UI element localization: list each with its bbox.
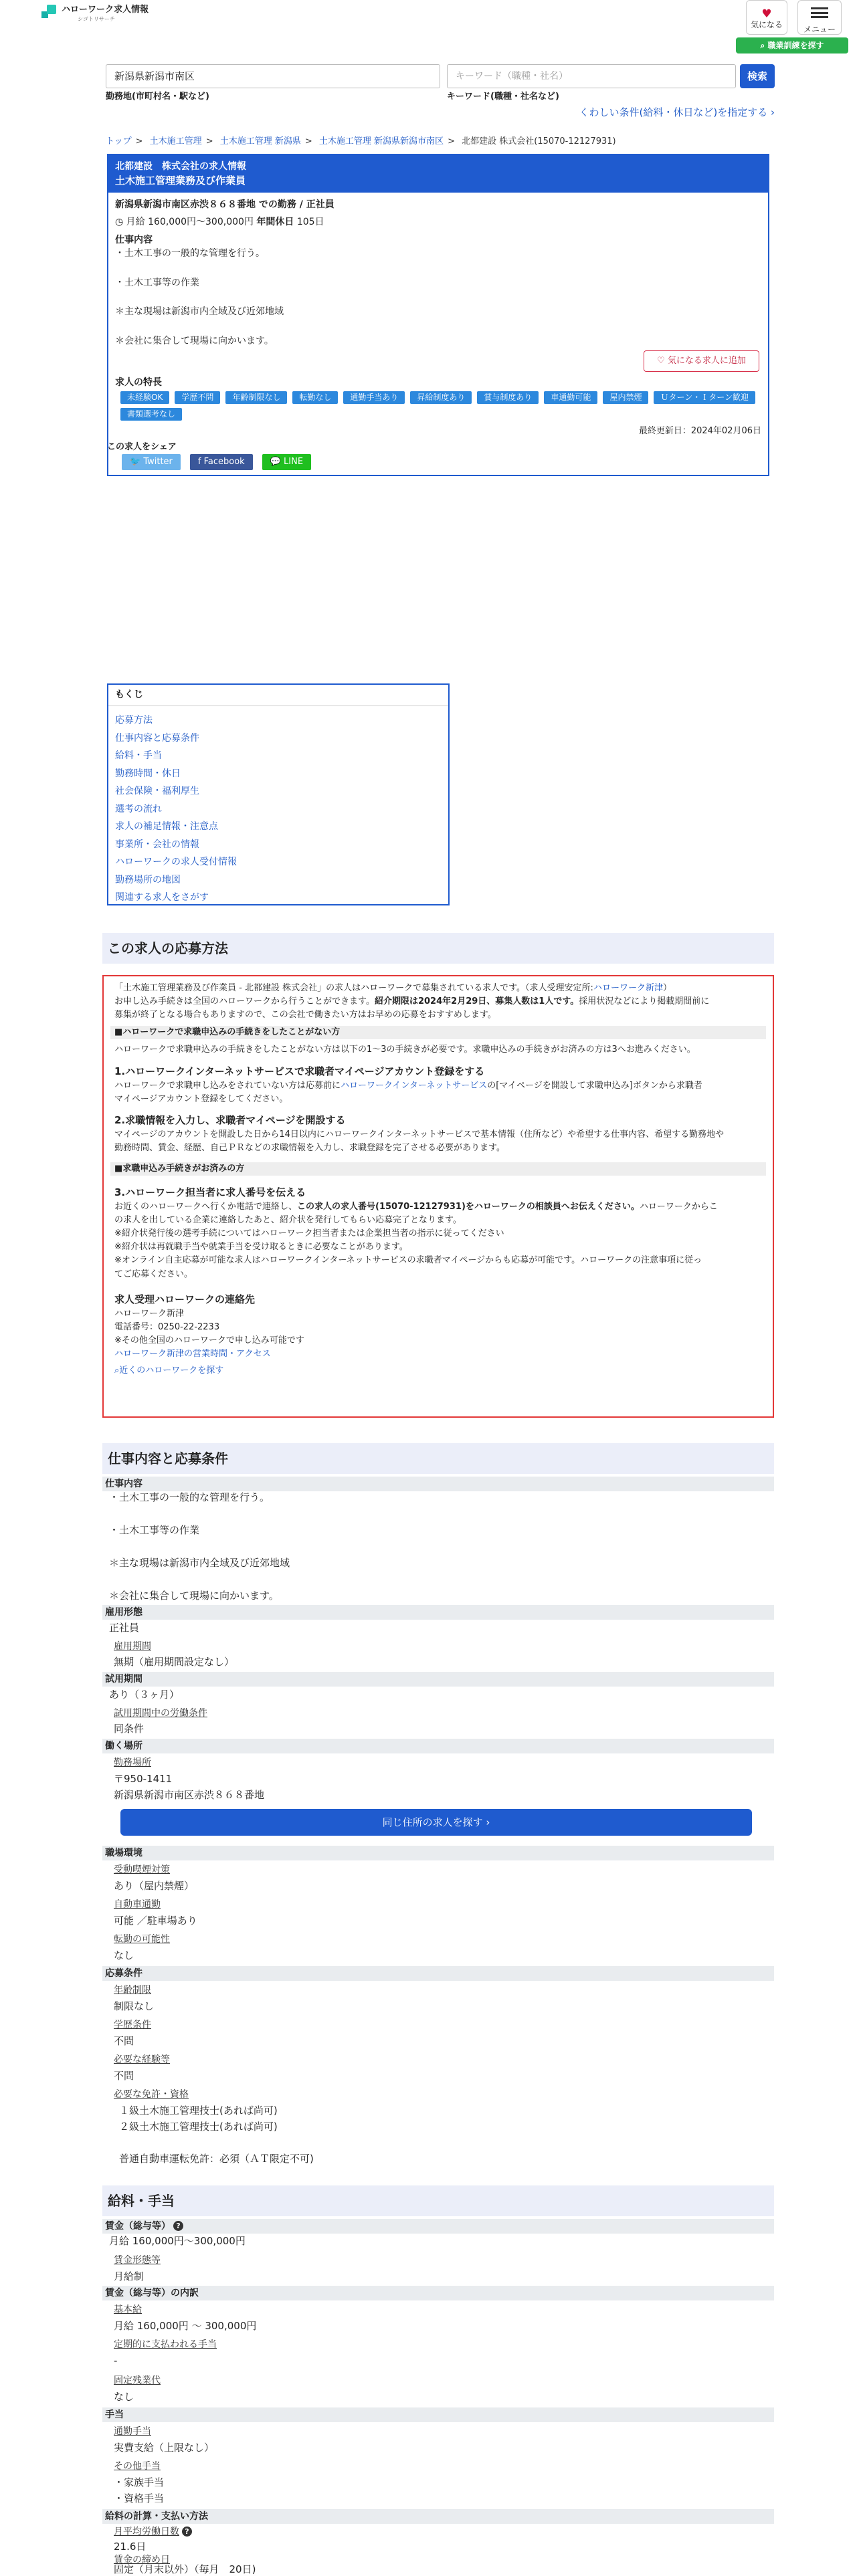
workplace-address: 新潟県新潟市南区赤渋８６８番地 — [114, 1789, 265, 1801]
step1-title: 1.ハローワークインターネットサービスで求職者マイページアカウント登録をする — [114, 1065, 485, 1077]
first-time-bar: ■ハローワークで求職申込みの手続きをしたことがない方 — [110, 1026, 766, 1039]
fixed-overtime-label: 固定残業代 — [114, 2375, 161, 2386]
hellowork-niitsu-link[interactable]: ハローワーク新津 — [593, 983, 663, 993]
section-apply-heading: この求人の応募方法 — [102, 933, 774, 964]
detail-conditions-label: くわしい条件(給料・休日など)を指定する — [579, 106, 768, 118]
commute-allowance-label: 通勤手当 — [114, 2426, 151, 2437]
search-icon: ⌕ — [114, 1365, 120, 1376]
condition-desc-line: ・土木工事等の作業 — [109, 1524, 200, 1536]
tags-label: 求人の特長 — [115, 377, 162, 388]
employment-type-value: 正社員 — [109, 1622, 140, 1634]
wage-label — [102, 2219, 774, 2234]
condition-desc-line: ・土木工事の一般的な管理を行う。 — [109, 1491, 270, 1503]
smoking-policy-label: 受動喫煙対策 — [114, 1864, 170, 1875]
license-item: ２級土木施工管理技士(あれば尚可) — [119, 2121, 278, 2133]
keyword-input[interactable]: キーワード（職種・社名） — [447, 64, 736, 88]
job-title: 土木施工管理業務及び作業員 — [115, 174, 246, 187]
salary-prefix: 月給 — [126, 217, 145, 228]
salary-value: 160,000円〜300,000円 — [148, 217, 254, 228]
training-search-button[interactable] — [736, 37, 848, 53]
facebook-label: Facebook — [203, 457, 245, 467]
job-tag: 未経験OK — [120, 391, 169, 404]
job-content-label: 仕事内容 — [102, 1477, 774, 1491]
car-commute-label: 自動車通勤 — [114, 1899, 161, 1910]
hellowork-hours-link[interactable]: ハローワーク新津の営業時間・アクセス — [114, 1349, 271, 1360]
breadcrumb-city[interactable]: 土木施工管理 新潟県新潟市南区 — [318, 136, 444, 146]
desc-line: ・土木工事等の作業 — [115, 277, 199, 288]
job-tags — [120, 391, 756, 421]
fixed-overtime-value: なし — [114, 2391, 134, 2403]
logo-subtitle: シゴトリサーチ — [78, 15, 115, 22]
share-facebook-button[interactable] — [190, 454, 253, 470]
apply-note: ※紹介状は再就職手当や就業手当を受け取るときに必要なことがあります。 — [114, 1242, 408, 1253]
heart-icon: ♥ — [761, 7, 772, 21]
requirements-label: 応募条件 — [102, 1966, 774, 1981]
breadcrumb-top[interactable]: トップ — [106, 136, 132, 146]
share-line-button[interactable] — [262, 454, 311, 470]
breadcrumb-current: 北都建設 株式会社(15070-12127931) — [462, 136, 616, 146]
training-label: 職業訓練を探す — [767, 41, 824, 50]
education-value: 不問 — [114, 2035, 134, 2047]
condition-desc-line: ＊主な現場は新潟市内全域及び近郊地域 — [109, 1557, 290, 1569]
experience-value: 不問 — [114, 2070, 134, 2082]
hamburger-icon — [811, 7, 828, 18]
menu-label: メニュー — [803, 25, 836, 35]
license-item: 普通自動車運転免許：必須（ＡＴ限定不可) — [119, 2153, 314, 2165]
trial-conditions-value: 同条件 — [114, 1723, 145, 1735]
step3-title: 3.ハローワーク担当者に求人番号を伝える — [114, 1186, 306, 1198]
line-label: LINE — [284, 457, 304, 467]
toc-item[interactable]: 仕事内容と応募条件 — [115, 732, 199, 744]
chevron-right-icon: › — [486, 1816, 490, 1828]
license-label: 必要な免許・資格 — [114, 2089, 189, 2100]
apply-instructions — [102, 975, 774, 1418]
toc-item[interactable]: 事業所・会社の情報 — [115, 839, 199, 850]
employment-type-label: 雇用形態 — [102, 1605, 774, 1620]
job-tag: 通勤手当あり — [343, 391, 405, 404]
step3-text — [114, 1200, 762, 1214]
other-allowance-label: その他手当 — [114, 2461, 161, 2472]
facebook-icon: f — [197, 457, 201, 467]
intro-text: お申し込み手続きは全国のハローワークから行うことができます。 — [114, 996, 375, 1007]
desc-line: ＊会社に集合して現場に向かいます。 — [115, 335, 274, 346]
toc-item[interactable]: 求人の補足情報・注意点 — [115, 821, 218, 832]
allowances-label: 手当 — [102, 2407, 774, 2422]
same-address-label: 同じ住所の求人を探す — [382, 1816, 483, 1828]
step3-text-a: お近くのハローワークへ行くか電話で連絡し、 — [114, 1201, 298, 1212]
workplace-zip: 〒950-1411 — [114, 1773, 173, 1785]
fixed-allowance-value: - — [114, 2355, 118, 2367]
base-pay-label: 基本給 — [114, 2304, 142, 2315]
pay-calc-label: 給料の計算・支払い方法 — [102, 2509, 774, 2524]
smoking-policy-value: あり（屋内禁煙） — [114, 1880, 195, 1892]
step1-text-a: ハローワークで求職申し込みをされていない方は応募前に — [114, 1080, 341, 1091]
toc-item[interactable]: 応募方法 — [115, 715, 153, 726]
nearby-hellowork-label: 近くのハローワークを探す — [119, 1365, 224, 1376]
fixed-allowance-label: 定期的に支払われる手当 — [114, 2339, 217, 2350]
workplace-section-label: 働く場所 — [102, 1739, 774, 1753]
trial-period-value: あり（３ヶ月） — [109, 1689, 180, 1701]
job-salary — [115, 215, 761, 229]
car-commute-value: 可能 ／駐車場あり — [114, 1915, 197, 1927]
trial-period-label: 試用期間 — [102, 1672, 774, 1687]
logo-mark-icon — [41, 5, 58, 21]
help-icon[interactable]: ? — [182, 2527, 192, 2537]
step2-title: 2.求職情報を入力し、求職者マイページを開設する — [114, 1114, 346, 1127]
help-icon[interactable]: ? — [173, 2221, 183, 2231]
breadcrumb-category[interactable]: 土木施工管理 — [149, 136, 202, 146]
step1-text — [114, 1079, 762, 1093]
intro-text: ） — [662, 983, 672, 993]
share-label: この求人をシェア — [107, 442, 177, 452]
age-limit-value: 制限なし — [114, 2000, 155, 2012]
twitter-icon: 🐦 — [130, 457, 141, 467]
section-conditions-heading: 仕事内容と応募条件 — [102, 1443, 774, 1474]
wage-breakdown-label: 賃金（総与等）の内訳 — [102, 2286, 774, 2300]
menu-button[interactable] — [797, 0, 842, 35]
add-favorite-button[interactable] — [644, 350, 759, 372]
base-pay-value: 月給 160,000円 〜 300,000円 — [114, 2320, 257, 2332]
favorites-label: 気になる — [750, 20, 783, 29]
license-item: １級土木施工管理技士(あれば尚可) — [119, 2105, 278, 2117]
toc-item[interactable]: 勤務場所の地図 — [115, 874, 181, 885]
keyword-label: キーワード(職種・社名など) — [447, 92, 559, 102]
apply-note: てご応募ください。 — [114, 1269, 193, 1279]
intro-text: 採用状況などにより掲載期間前に — [579, 996, 710, 1007]
transfer-label: 転勤の可能性 — [114, 1934, 170, 1945]
location-input[interactable]: 新潟県新潟市南区 — [106, 64, 440, 88]
toc-item[interactable]: 関連する求人をさがす — [115, 892, 209, 903]
intro-text: 「土木施工管理業務及び作業員 - 北都建設 株式会社」の求人はハローワークで募集されている求人です。（求人受理安定所: — [114, 983, 593, 993]
work-environment-label: 職場環境 — [102, 1846, 774, 1860]
breadcrumb: トップ > 土木施工管理 > 土木施工管理 新潟県 > 土木施工管理 新潟県新潟市南区 > 北都建設 株式会社(15070-12127931) — [106, 136, 616, 146]
first-time-text: ハローワークで求職申込みの手続きをしたことがない方は以下の1〜3の手続きが必要です。求職申込みの手続きがお済みの方は3へお進みください。 — [114, 1045, 696, 1055]
share-buttons — [122, 454, 311, 470]
job-number-text: この求人の求人番号(15070-12127931)をハローワークの相談員へお伝えください。 — [297, 1201, 640, 1212]
job-tag: 学歴不問 — [175, 391, 220, 404]
site-header — [0, 0, 859, 60]
toc-item[interactable]: ハローワークの求人受付情報 — [115, 857, 237, 867]
search-button[interactable]: 検索 — [740, 64, 775, 88]
logo-title: ハローワーク求人情報 — [62, 5, 149, 15]
condition-desc-line: ＊会社に集合して現場に向かいます。 — [109, 1590, 279, 1602]
last-updated: 最終更新日：2024年02月06日 — [638, 426, 761, 436]
employment-period-label: 雇用期間 — [114, 1641, 151, 1652]
twitter-label: Twitter — [143, 457, 173, 467]
same-address-jobs-button[interactable] — [120, 1809, 752, 1836]
contact-note: ※その他全国のハローワークで申し込み可能です — [114, 1335, 304, 1346]
contact-name: ハローワーク新津 — [114, 1308, 185, 1319]
avg-workdays-value: 21.6日 — [114, 2541, 147, 2553]
other-allowance-item: ・資格手当 — [114, 2492, 165, 2504]
job-tag: Ｕターン・Ｉターン歓迎 — [654, 391, 755, 404]
closing-date-label: 賃金の締め日 — [114, 2555, 170, 2565]
registered-bar: ■求職申込み手続きがお済みの方 — [110, 1162, 766, 1176]
breadcrumb-prefecture[interactable]: 土木施工管理 新潟県 — [219, 136, 301, 146]
age-limit-label: 年齢制限 — [114, 1985, 151, 1996]
section-pay-heading: 給料・手当 — [102, 2185, 774, 2216]
step2-text-a: マイページのアカウントを開設した日から14日以内にハローワークインターネットサービスで基本情報（住所など）や希望する仕事内容、希望する勤務地や — [114, 1130, 725, 1140]
toc-item[interactable]: 勤務時間・休日 — [115, 768, 181, 779]
job-desc-label: 仕事内容 — [115, 234, 153, 245]
contact-phone: 電話番号：0250-22-2233 — [114, 1322, 220, 1333]
apply-intro-note: 募集が終了となる場合もありますので、この会社で働きたい方はお早めの応募をおすすめします。 — [114, 1010, 496, 1021]
company-name: 北都建設 株式会社の求人情報 — [115, 161, 246, 172]
education-label: 学歴条件 — [114, 2020, 151, 2030]
job-tag: 車通勤可能 — [544, 391, 597, 404]
contact-title: 求人受理ハローワークの連絡先 — [114, 1293, 256, 1305]
apply-note: ※オンライン自主応募が可能な求人はハローワークインターネットサービスの求職者マイページからも応募が可能です。ハローワークの注意事項に従っ — [114, 1255, 702, 1266]
step1-text-c: マイページアカウント登録をしてください。 — [114, 1093, 288, 1104]
toc-item[interactable]: 給料・手当 — [115, 750, 162, 761]
job-tag: 年齢制限なし — [225, 391, 287, 404]
step2-text-b: 勤務時間、賃金、経歴、自己ＰＲなどの求職情報を入力し、求職登録を完了させる必要があります。 — [114, 1143, 505, 1154]
site-logo[interactable] — [41, 5, 149, 23]
heart-outline-icon: ♡ — [657, 356, 665, 366]
location-label: 勤務地(市町村名・駅など) — [106, 92, 209, 102]
wage-type-label: 賃金形態等 — [114, 2255, 161, 2266]
job-tag: 書類選考なし — [120, 408, 182, 421]
holidays-value: 105日 — [296, 217, 324, 228]
transfer-value: なし — [114, 1949, 134, 1961]
toc-item[interactable]: 社会保険・福利厚生 — [115, 786, 199, 796]
favorites-button[interactable] — [746, 0, 787, 35]
toc-title: もくじ — [108, 687, 448, 706]
trial-conditions-label: 試用期間中の労働条件 — [114, 1708, 207, 1719]
clock-icon: ◷ — [115, 217, 124, 228]
desc-line: ＊主な現場は新潟市内全域及び近郊地域 — [115, 306, 284, 318]
wage-value: 月給 160,000円〜300,000円 — [109, 2235, 246, 2247]
commute-allowance-value: 実費支給（上限なし） — [114, 2442, 215, 2454]
desc-line: ・土木工事の一般的な管理を行う。 — [115, 247, 265, 259]
avg-workdays-label-text: 月平均労働日数 — [114, 2527, 179, 2537]
job-card-header — [108, 155, 768, 193]
other-allowance-item: ・家族手当 — [114, 2476, 165, 2488]
table-of-contents — [107, 683, 450, 905]
nearby-hellowork-link[interactable] — [114, 1366, 223, 1376]
apply-note: ※紹介状発行後の選考手続についてはハローワーク担当者または企業担当者の指示に従ってください — [114, 1228, 504, 1239]
job-summary-card — [107, 154, 769, 476]
wage-type-value: 月給制 — [114, 2270, 145, 2282]
share-twitter-button[interactable] — [122, 454, 181, 470]
avg-workdays-label — [114, 2525, 192, 2539]
job-tag: 昇給制度あり — [410, 391, 472, 404]
job-tag: 転勤なし — [292, 391, 338, 404]
closing-date-value: 固定（月末以外）（毎月 20日) — [114, 2563, 256, 2575]
workplace-label: 勤務場所 — [114, 1757, 151, 1768]
job-location: 新潟県新潟市南区赤渋８６８番地 での勤務 / 正社員 — [115, 199, 335, 210]
apply-deadline — [114, 995, 762, 1008]
add-favorite-label: 気になる求人に追加 — [667, 356, 746, 366]
deadline-text: 紹介期限は2024年2月29日、募集人数は1人です。 — [374, 996, 579, 1007]
step3-text-c: ハローワークからこ — [639, 1201, 718, 1212]
wage-label-text: 賃金（総与等） — [105, 2221, 171, 2232]
job-description — [115, 247, 761, 349]
step3-text-d: の求人を出している企業に連絡したあと、紹介状を発行してもらい応募完了となります。 — [114, 1215, 462, 1226]
apply-intro — [114, 982, 762, 995]
job-tag: 賞与制度あり — [477, 391, 539, 404]
line-icon: 💬 — [270, 457, 281, 467]
chevron-right-icon: › — [771, 106, 775, 118]
experience-label: 必要な経験等 — [114, 2054, 170, 2065]
holidays-label: 年間休日 — [256, 217, 294, 228]
detail-conditions-link[interactable] — [557, 106, 775, 120]
job-tag: 屋内禁煙 — [603, 391, 648, 404]
search-icon: ⌕ — [760, 41, 765, 50]
employment-period-value: 無期（雇用期間設定なし） — [114, 1656, 235, 1668]
hellowork-internet-link[interactable]: ハローワークインターネットサービス — [341, 1080, 488, 1091]
step1-text-b: の[マイページを開設して求職申込み]ボタンから求職者 — [487, 1080, 702, 1091]
toc-item[interactable]: 選考の流れ — [115, 803, 162, 815]
